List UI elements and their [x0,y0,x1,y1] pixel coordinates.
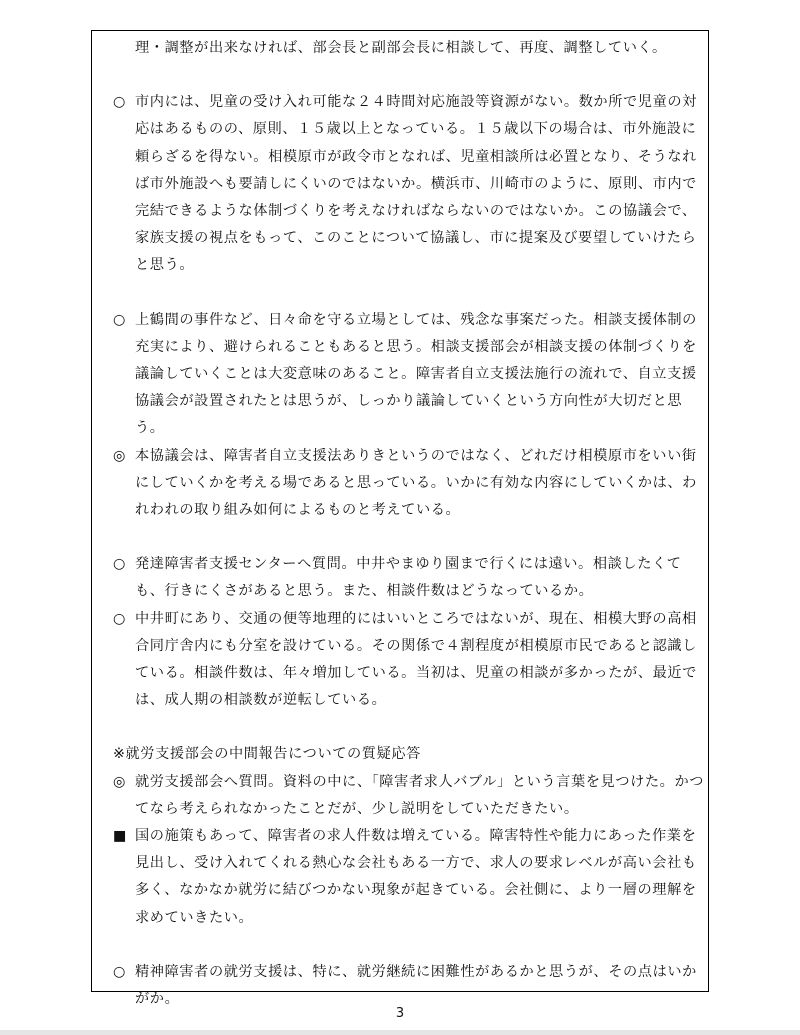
paragraph [113,769,707,823]
paragraph [113,307,707,443]
paragraph-text: 上鶴間の事件など、日々命を守る立場としては、残念な事案だった。相談支援体制の充実により、避けられることもあると思う。相談支援部会が相談支援の体制づくりを議論していくことは大変意味のあること。障害者自立支援法施行の流れで、自立支援協議会が設置されたとは思うが、しっかり議論していくという方向性が大切だと思う。 [135,311,697,437]
paragraph-continuation: 理・調整が出来なければ、部会長と副部会長に相談して、再度、調整していく。 [135,40,667,56]
bullet-circle-icon: ○ [113,556,126,573]
paragraph-text: 市内には、児童の受け入れ可能な２４時間対応施設等資源がない。数か所で児童の対応はあるものの、原則、１５歳以上となっている。１５歳以下の場合は、市外施設に頼らざるを得ない。相模原市が政令市となれば、児童相談所は必置となり、そうなれば市外施設へも要請しにくいのではないか。横浜市、川崎市のように、原則、市内で完結できるような体制づくりを考えなければならないのではないか。この協議会で、家族支援の視点をもって、このことについて協議し、市に提案及び要望していけたらと思う。 [135,94,697,274]
paragraph [113,823,707,932]
paragraph [113,89,707,279]
section-heading: ※就労支援部会の中間報告についての質疑応答 [113,746,421,763]
paragraph-text: 就労支援部会へ質問。資料の中に、「障害者求人バブル」という言葉を見つけた。かつてなら考えられなかったことだが、少し説明をしていただきたい。 [135,773,705,817]
bullet-circle-icon: ○ [113,94,126,111]
spacer [113,62,707,89]
paragraph [113,606,707,715]
paragraph-text: 中井町にあり、交通の便等地理的にはいいところではないが、現在、相模大野の高相合同庁舎内にも分室を設けている。その関係で４割程度が相模原市民であると認識している。相談件数は、年々増加している。当初は、児童の相談が多かったが、最近では、成人期の相談数が逆転している。 [135,610,697,709]
spacer [113,524,707,551]
spacer [113,280,707,307]
spacer [113,714,707,741]
bullet-double-circle-icon: ◎ [113,773,126,790]
paragraph-text: 国の施策もあって、障害者の求人件数は増えている。障害特性や能力にあった作業を見出し、受け入れてくれる熱心な会社もある一方で、求人の要求レベルが高い会社も多く、なかなか就労に結びつかない現象が起きている。会社側に、より一層の理解を求めていきたい。 [135,828,697,926]
page-number: 3 [395,1006,405,1021]
paragraph-text: 精神障害者の就労支援は、特に、就労継続に困難性があるかと思うが、その点はいかがか。 [135,963,697,1008]
spacer [113,932,707,959]
paragraph-text: 本協議会は、障害者自立支援法ありきというのではなく、どれだけ相模原市をいい街にしていくかを考える場であると思っている。いかに有効な内容にしていくかは、われわれの取り組み如何によるものと考えている。 [135,447,697,519]
bullet-double-circle-icon: ◎ [113,447,126,464]
paragraph-text: 発達障害者支援センターへ質問。中井やまゆり園まで行くには遠い。相談したくても、行きにくさがあると思う。また、相談件数はどうなっているか。 [135,556,682,600]
bullet-square-icon: ■ [113,828,128,845]
paragraph [113,443,707,525]
bullet-circle-icon: ○ [113,963,126,980]
bullet-circle-icon: ○ [113,610,126,627]
paragraph [113,551,707,605]
bullet-circle-icon: ○ [113,311,126,328]
document-body [113,35,707,1013]
viewer-bottom-bar [0,1030,800,1035]
